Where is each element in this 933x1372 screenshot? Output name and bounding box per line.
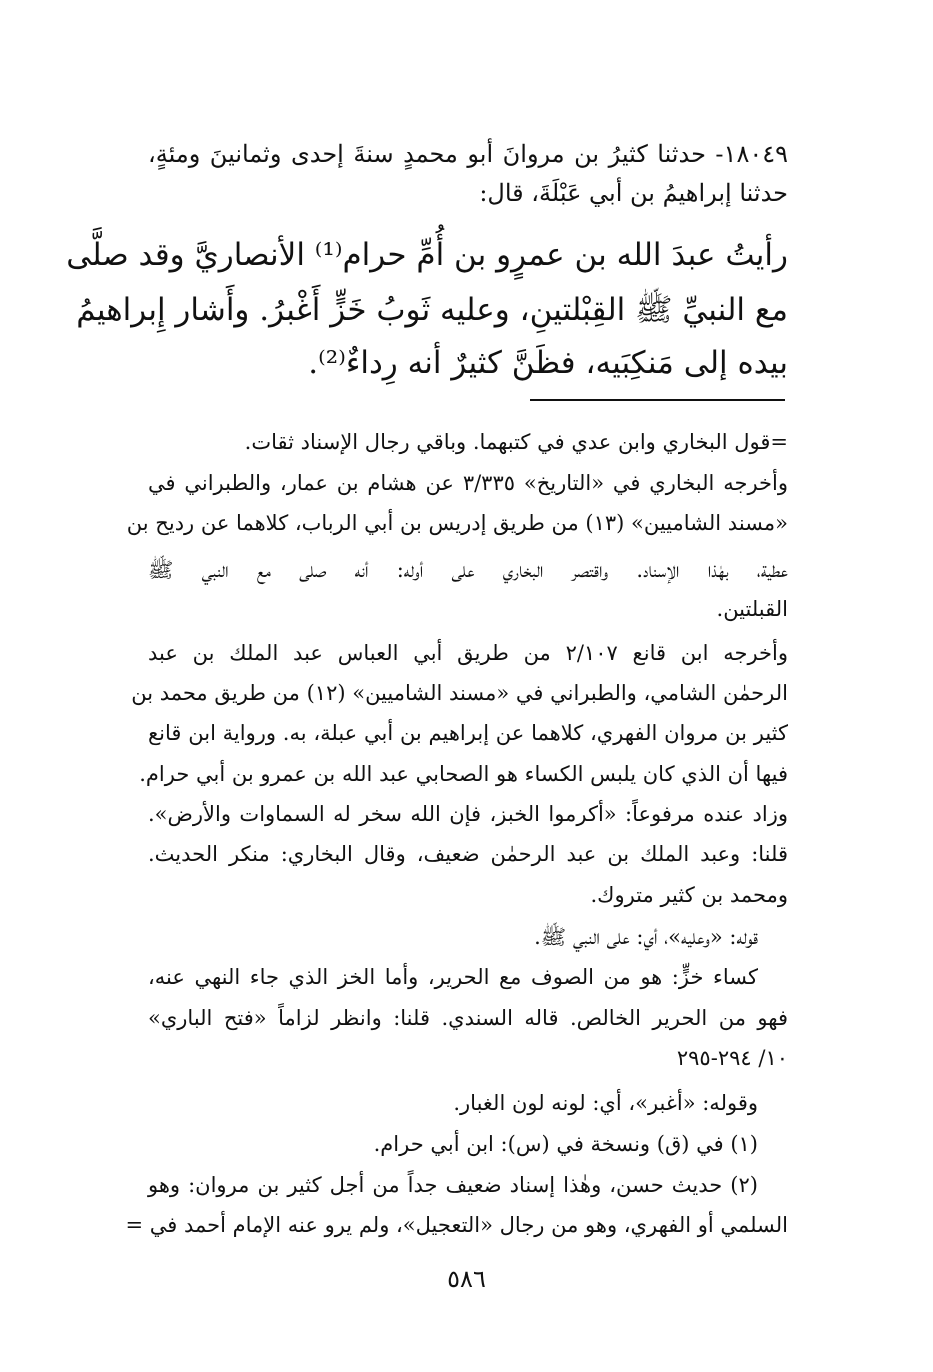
footnote-2: (٢) حديث حسن، وهٰذا إسناد ضعيف جداً من أجل كثير بن مروان: وهو <box>148 1173 758 1197</box>
matn-line: مع النبيِّ ﷺ القِبْلتينِ، وعليه ثَوبُ خَزٍّ أَغْبرُ. وأَشار إِبراهيمُ <box>76 292 788 328</box>
footnote-line: الرحمٰن الشامي، والطبراني في «مسند الشاميين» (١٢) من طريق محمد بن <box>131 681 788 705</box>
footnote-1: (١) في (ق) ونسخة في (س): ابن أبي حرام. <box>373 1132 758 1156</box>
matn-line: بيده إلى مَنكِبَيه، فظَنَّ كثيرٌ أنه رِداءٌ⁽²⁾. <box>308 345 788 381</box>
footnote-line: السلمي أو الفهري، وهو من رجال «التعجيل»، ولم يرو عنه الإمام أحمد في = <box>125 1213 788 1237</box>
footnote-line: ومحمد بن كثير متروك. <box>590 883 788 907</box>
isnad-line: ١٨٠٤٩- حدثنا كثيرُ بن مروانَ أبو محمدٍ سنةَ إحدى وثمانينَ ومئةٍ، <box>148 140 788 168</box>
footnote-line: كثير بن مروان الفهري، كلاهما عن إبراهيم بن أبي عبلة، به. ورواية ابن قانع <box>148 721 788 745</box>
isnad-line: حدثنا إبراهيمُ بن أبي عَبْلَةَ، قال: <box>479 179 788 207</box>
footnote-line: وقوله: «أغبر»، أي: لونه لون الغبار. <box>453 1091 758 1115</box>
footnote-line: قوله: «وعليه»، أي: على النبي ﷺ. <box>534 925 758 949</box>
footnote-separator <box>530 399 785 401</box>
footnote-line: قلنا: وعبد الملك بن عبد الرحمٰن ضعيف، وقال البخاري: منكر الحديث. <box>148 842 788 866</box>
footnote-line: ١٠/ ٢٩٤-٢٩٥ <box>676 1046 788 1070</box>
footnote-line: وزاد عنده مرفوعاً: «أكرموا الخبز، فإن الله سخر له السماوات والأرض». <box>148 802 788 826</box>
footnote-line: وأخرجه البخاري في «التاريخ» ٣/٣٣٥ عن هشام بن عمار، والطبراني في <box>148 471 788 495</box>
footnote-line: القبلتين. <box>716 597 788 621</box>
footnote-line: فهو من الحرير الخالص. قاله السندي. قلنا: وانظر لزاماً «فتح الباري» <box>148 1006 788 1030</box>
footnote-line: عطية، بهٰذا الإسناد. واقتصر البخاري على أوله: أنه صلى مع النبي ﷺ <box>148 558 788 582</box>
footnote-line: وأخرجه ابن قانع ٢/١٠٧ من طريق أبي العباس عبد الملك بن عبد <box>148 641 788 665</box>
footnote-line: «مسند الشاميين» (١٣) من طريق إدريس بن أبي الرباب، كلاهما عن رديح بن <box>126 511 788 535</box>
matn-line: رأيتُ عبدَ الله بن عمرٍو بن أُمِّ حرام⁽¹⁾ الأنصاريَّ وقد صلَّى <box>66 237 788 273</box>
page-number: ٥٨٦ <box>447 1265 486 1293</box>
footnote-line: =قول البخاري وابن عدي في كتبهما. وباقي رجال الإسناد ثقات. <box>244 430 788 454</box>
footnote-line: فيها أن الذي كان يلبس الكساء هو الصحابي عبد الله بن عمرو بن أبي حرام. <box>139 762 788 786</box>
footnote-line: كساء خزٍّ: هو من الصوف مع الحرير، وأما الخز الذي جاء النهي عنه، <box>148 965 758 989</box>
